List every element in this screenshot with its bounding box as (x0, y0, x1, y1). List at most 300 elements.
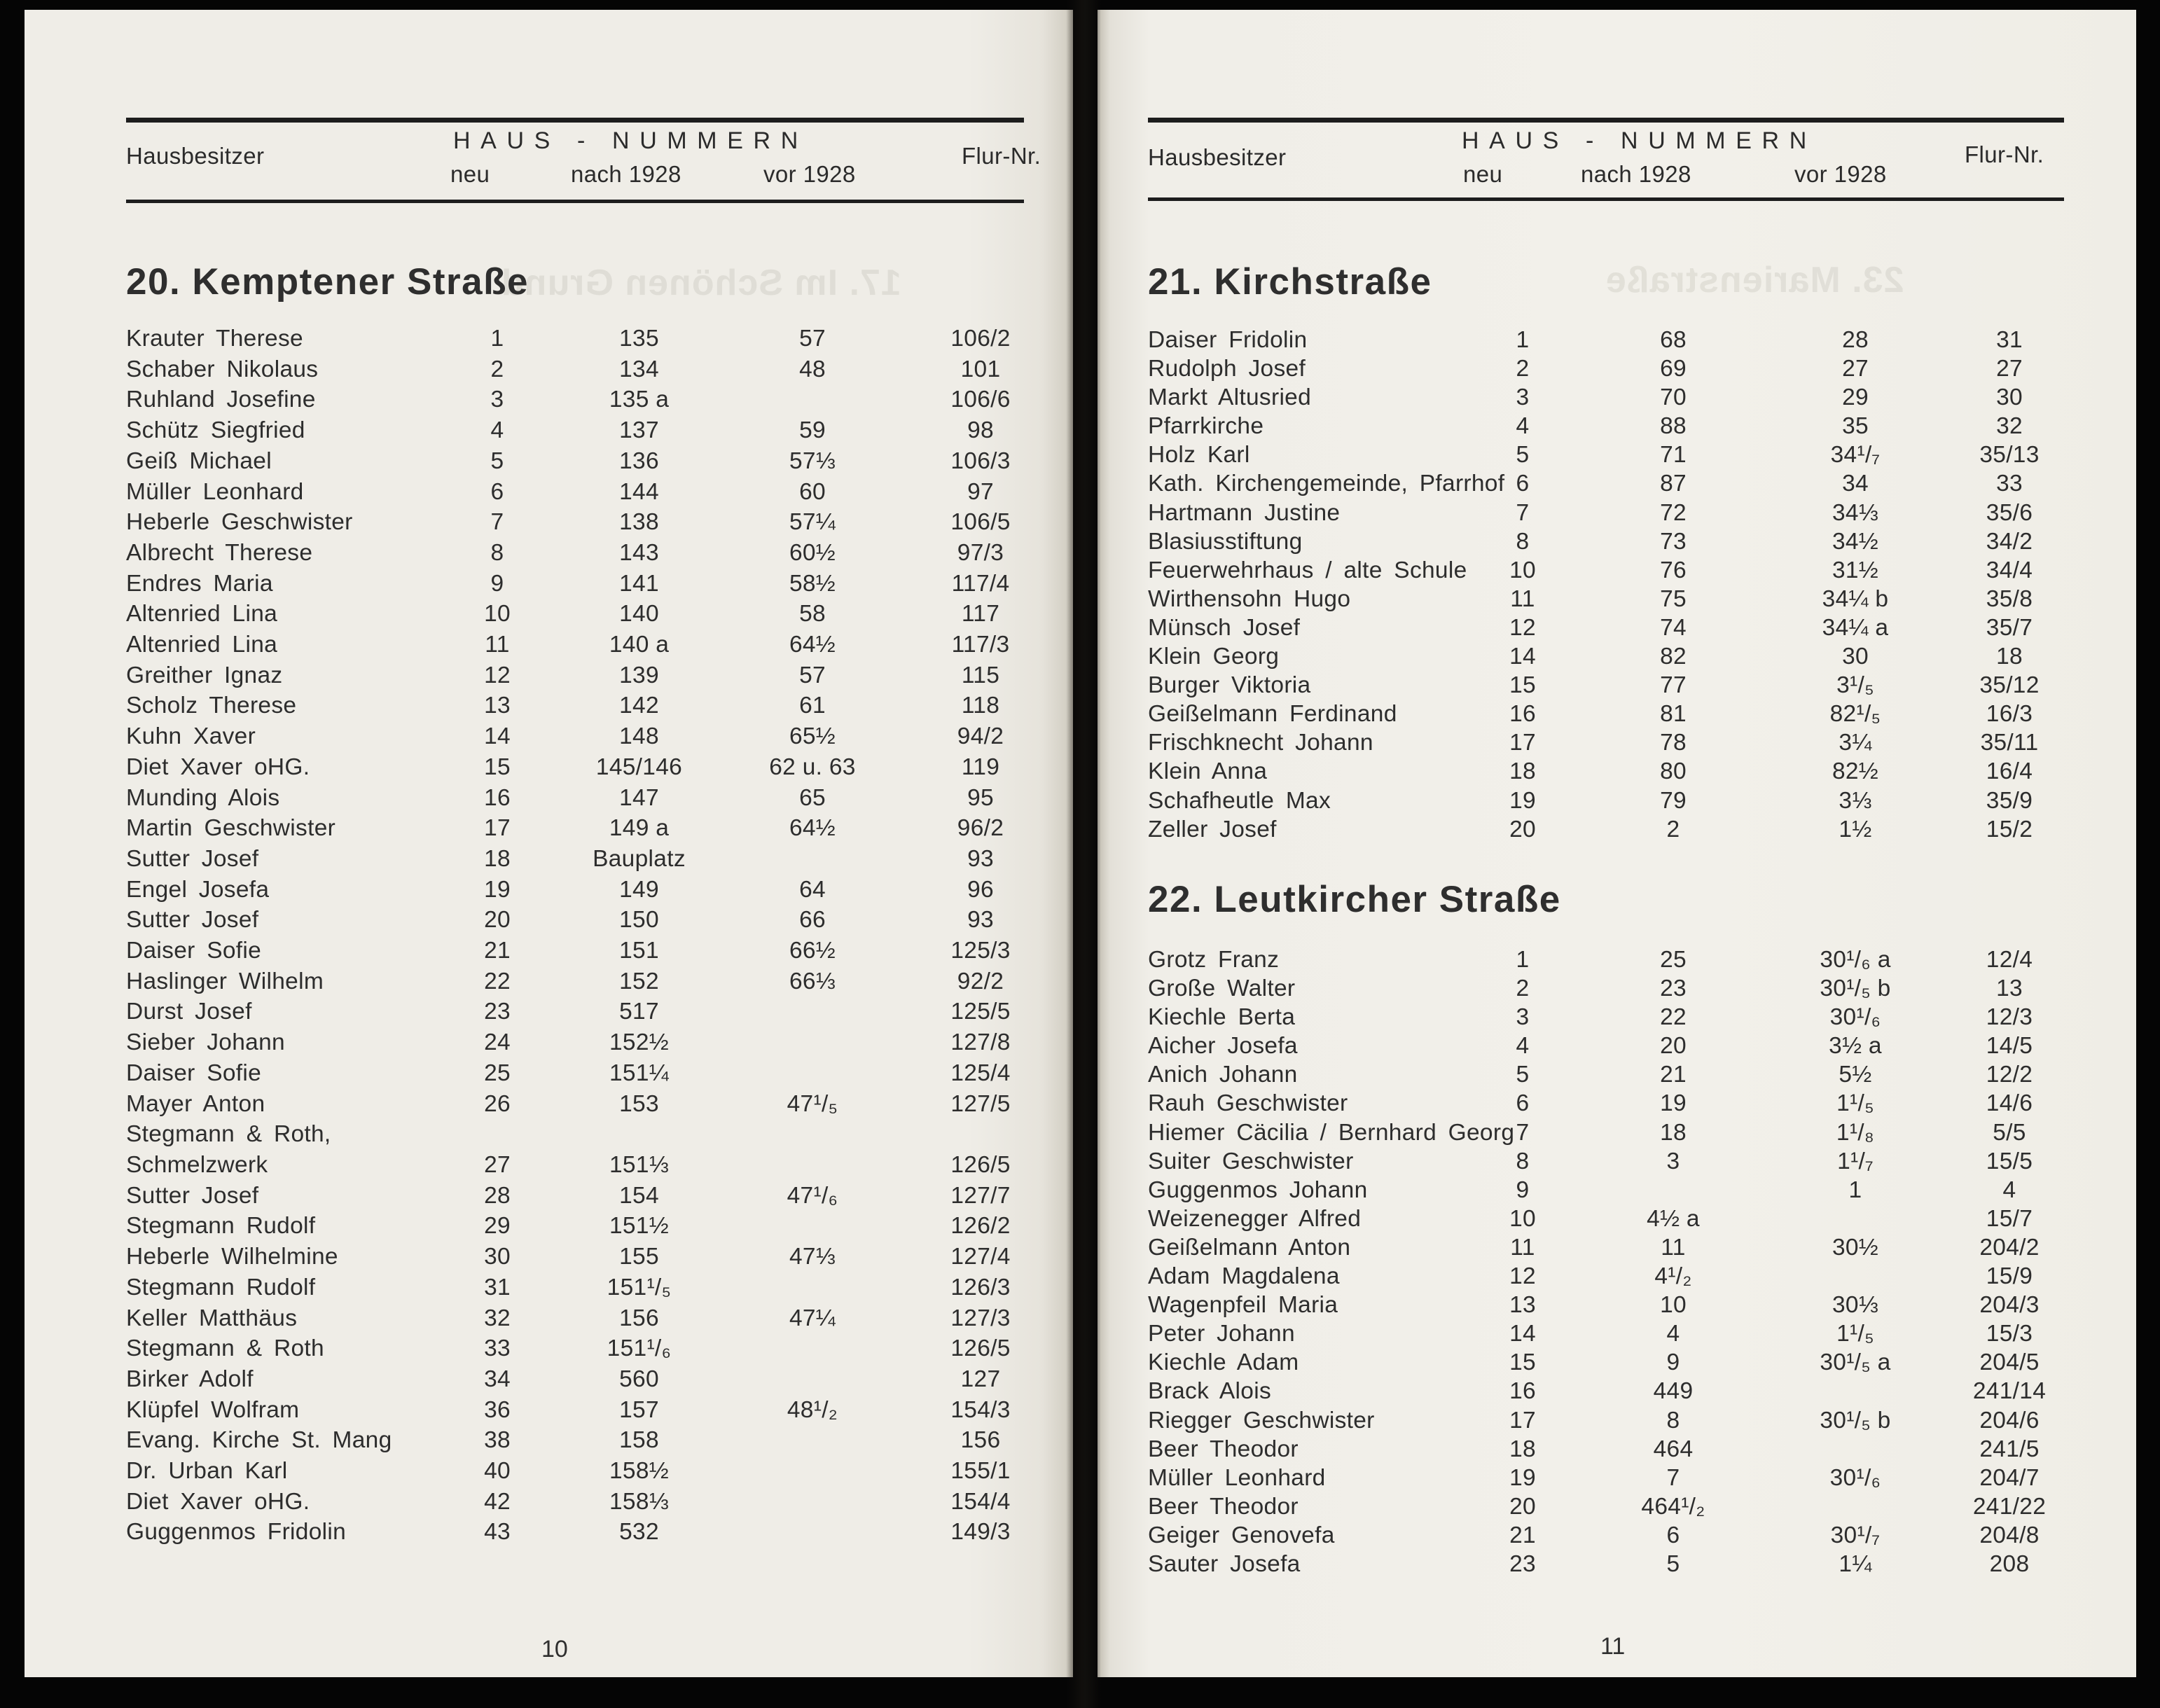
flur-nr: 204/5 (1979, 1349, 2040, 1376)
nr-nach-1928: 4½ a (1647, 1205, 1700, 1232)
table-row (1148, 499, 2069, 527)
nr-neu: 14 (1509, 1321, 1536, 1347)
flur-nr: 35/7 (1986, 614, 2033, 641)
nr-nach-1928: Bauplatz (593, 845, 686, 872)
flur-nr: 32 (1996, 413, 2023, 440)
table-row (1148, 1176, 2069, 1204)
nr-vor-1928: 31½ (1832, 557, 1879, 583)
nr-vor-1928: 64½ (789, 815, 836, 842)
nr-nach-1928: 151¼ (609, 1060, 670, 1086)
owner-name: Heberle Wilhelmine (126, 1244, 338, 1270)
nr-nach-1928: 155 (619, 1244, 659, 1270)
table-row (126, 599, 1054, 630)
flur-nr: 12/3 (1986, 1004, 2033, 1031)
nr-neu: 13 (1509, 1292, 1536, 1319)
nr-neu: 11 (485, 632, 510, 658)
table-row (1148, 1204, 2069, 1233)
table-row (1148, 1060, 2069, 1089)
nr-neu: 22 (484, 968, 511, 994)
nr-nach-1928: 21 (1660, 1062, 1687, 1088)
flur-nr: 12/4 (1986, 947, 2033, 973)
nr-neu: 17 (1509, 730, 1536, 756)
nr-nach-1928: 135 a (609, 387, 670, 413)
nr-vor-1928: 64 (799, 876, 826, 903)
nr-vor-1928: 3¼ (1839, 730, 1872, 756)
flur-nr: 154/3 (950, 1396, 1011, 1423)
owner-name: Wirthensohn Hugo (1148, 585, 1351, 612)
owner-name: Geißelmann Ferdinand (1148, 701, 1397, 728)
nr-neu: 11 (1510, 585, 1535, 612)
table-row (126, 507, 1054, 538)
column-header-flur-nr: Flur-Nr. (962, 143, 1041, 169)
nr-neu: 33 (484, 1335, 511, 1362)
nr-nach-1928: 8 (1666, 1407, 1680, 1433)
nr-nach-1928: 74 (1660, 614, 1687, 641)
table-row (126, 569, 1054, 599)
nr-vor-1928: 62 u. 63 (769, 754, 856, 780)
owner-name: Beer Theodor (1148, 1436, 1299, 1462)
table-row (1148, 1032, 2069, 1060)
owner-name: Mayer Anton (126, 1090, 265, 1117)
table-row (126, 660, 1054, 691)
nr-vor-1928: 34½ (1832, 528, 1879, 555)
nr-nach-1928: 82 (1660, 644, 1687, 670)
flur-nr: 95 (967, 784, 994, 811)
nr-neu: 26 (484, 1090, 511, 1117)
nr-neu: 15 (1509, 1349, 1536, 1376)
nr-nach-1928: 81 (1660, 701, 1687, 728)
flur-nr: 18 (1996, 644, 2023, 670)
flur-nr: 93 (967, 845, 994, 872)
table-row (126, 690, 1054, 721)
nr-vor-1928: 1¹/₅ (1836, 1321, 1874, 1347)
owner-name: Rudolph Josef (1148, 356, 1306, 382)
owner-name: Schütz Siegfried (126, 417, 305, 444)
table-row (126, 813, 1054, 844)
column-header-owner: Hausbesitzer (126, 143, 265, 169)
nr-neu: 20 (1509, 816, 1536, 842)
nr-neu: 8 (1516, 528, 1530, 555)
table-leutkircher-strasse (1148, 945, 2069, 1578)
nr-neu: 40 (484, 1458, 511, 1485)
column-header-neu: neu (450, 161, 490, 187)
owner-name: Guggenmos Fridolin (126, 1519, 347, 1546)
flur-nr: 35/13 (1979, 442, 2040, 468)
flur-nr: 115 (961, 662, 1000, 688)
flur-nr: 34/4 (1986, 557, 2033, 583)
owner-name: Engel Josefa (126, 876, 270, 903)
nr-nach-1928: 141 (619, 570, 659, 597)
nr-vor-1928: 35 (1842, 413, 1869, 440)
nr-nach-1928: 157 (619, 1396, 659, 1423)
flur-nr: 30 (1996, 384, 2023, 411)
nr-neu: 28 (484, 1182, 511, 1209)
nr-nach-1928: 9 (1666, 1349, 1680, 1376)
table-row (1148, 757, 2069, 786)
nr-nach-1928: 77 (1660, 672, 1687, 699)
nr-nach-1928: 152 (619, 968, 659, 994)
section-title-kemptener-strasse: 20. Kemptener Straße (126, 261, 529, 303)
nr-vor-1928: 30¹/₅ b (1820, 1407, 1891, 1433)
flur-nr: 204/7 (1979, 1464, 2040, 1491)
nr-neu: 4 (490, 417, 504, 444)
nr-nach-1928: 151¹/₆ (607, 1335, 672, 1362)
owner-name: Riegger Geschwister (1148, 1407, 1375, 1433)
nr-vor-1928: 66 (799, 907, 826, 933)
table-row (1148, 1262, 2069, 1291)
table-row (1148, 1147, 2069, 1176)
nr-vor-1928: 66⅓ (789, 968, 836, 994)
nr-neu: 29 (484, 1213, 511, 1240)
flur-nr: 127/3 (950, 1305, 1011, 1331)
nr-nach-1928: 3 (1666, 1148, 1680, 1174)
header-rule-bottom (1148, 197, 2064, 201)
table-row (126, 1272, 1054, 1303)
nr-vor-1928: 34⅓ (1832, 499, 1879, 526)
table-row (1148, 671, 2069, 700)
nr-vor-1928: 47⅓ (789, 1244, 836, 1270)
table-row (126, 415, 1054, 446)
flur-nr: 106/2 (950, 326, 1011, 352)
table-row (1148, 469, 2069, 498)
nr-nach-1928: 158½ (609, 1458, 670, 1485)
table-row (126, 936, 1054, 966)
table-row (126, 477, 1054, 508)
nr-nach-1928: 76 (1660, 557, 1687, 583)
flur-nr: 14/5 (1986, 1033, 2033, 1060)
nr-nach-1928: 151 (619, 938, 659, 964)
nr-nach-1928: 22 (1660, 1004, 1687, 1031)
nr-neu: 3 (490, 387, 504, 413)
owner-name: Diet Xaver oHG. (126, 1488, 310, 1515)
owner-name: Albrecht Therese (126, 539, 313, 566)
table-row (1148, 326, 2069, 354)
nr-nach-1928: 73 (1660, 528, 1687, 555)
table-row (1148, 815, 2069, 844)
flur-nr: 117/3 (951, 632, 1010, 658)
nr-nach-1928: 158⅓ (609, 1488, 670, 1515)
nr-neu: 32 (484, 1305, 511, 1331)
table-row (1148, 945, 2069, 974)
owner-name: Ruhland Josefine (126, 387, 316, 413)
nr-nach-1928: 75 (1660, 585, 1687, 612)
flur-nr: 241/5 (1979, 1436, 2040, 1462)
flur-nr: 204/3 (1979, 1292, 2040, 1319)
nr-neu: 7 (490, 509, 504, 536)
flur-nr: 127 (960, 1366, 1001, 1392)
table-row (126, 1333, 1054, 1364)
nr-neu: 6 (1516, 1090, 1530, 1117)
owner-name: Münsch Josef (1148, 614, 1301, 641)
table-row (1148, 440, 2069, 469)
flur-nr: 92/2 (957, 968, 1004, 994)
table-row (1148, 1118, 2069, 1147)
nr-nach-1928: 143 (619, 539, 659, 566)
owner-name: Aicher Josefa (1148, 1033, 1298, 1060)
nr-neu: 19 (1509, 787, 1536, 814)
nr-nach-1928: 10 (1660, 1292, 1687, 1319)
table-row (126, 1089, 1054, 1120)
nr-nach-1928: 532 (619, 1519, 659, 1546)
nr-neu: 10 (1509, 557, 1536, 583)
nr-vor-1928: 34¹/₇ (1830, 442, 1881, 468)
owner-name: Diet Xaver oHG. (126, 754, 310, 780)
nr-neu: 7 (1516, 1119, 1530, 1146)
table-kirchstrasse (1148, 326, 2069, 844)
nr-neu: 13 (484, 693, 511, 719)
nr-neu: 15 (484, 754, 511, 780)
table-row (1148, 1348, 2069, 1377)
table-row (126, 844, 1054, 875)
owner-name: Zeller Josef (1148, 816, 1277, 842)
table-row (126, 1211, 1054, 1242)
owner-name: Kiechle Adam (1148, 1349, 1299, 1376)
nr-neu: 20 (1509, 1493, 1536, 1520)
owner-name: Dr. Urban Karl (126, 1458, 288, 1485)
owner-name: Peter Johann (1148, 1321, 1295, 1347)
flur-nr: 33 (1996, 471, 2023, 497)
table-row (1148, 1406, 2069, 1435)
nr-vor-1928: 30¹/₆ a (1820, 947, 1891, 973)
nr-nach-1928: 149 (619, 876, 659, 903)
flur-nr: 15/2 (1986, 816, 2033, 842)
nr-vor-1928: 34 (1842, 471, 1869, 497)
owner-name: Wagenpfeil Maria (1148, 1292, 1338, 1319)
nr-nach-1928: 79 (1660, 787, 1687, 814)
nr-nach-1928: 149 a (609, 815, 670, 842)
page-number-right: 11 (1600, 1633, 1626, 1660)
book-gutter-shadow (1066, 0, 1101, 1708)
nr-neu: 5 (490, 447, 504, 474)
nr-nach-1928: 87 (1660, 471, 1687, 497)
table-row (126, 324, 1054, 354)
flur-nr: 13 (1996, 975, 2023, 1002)
nr-vor-1928: 30¹/₆ (1829, 1464, 1881, 1491)
nr-nach-1928: 70 (1660, 384, 1687, 411)
column-header-neu: neu (1463, 161, 1503, 187)
nr-nach-1928: 152½ (609, 1029, 670, 1056)
owner-name: Schafheutle Max (1148, 787, 1331, 814)
nr-neu: 38 (484, 1427, 511, 1454)
owner-name: Klein Georg (1148, 644, 1280, 670)
page-right (1098, 10, 2136, 1677)
table-row (1148, 1435, 2069, 1464)
table-row (1148, 728, 2069, 757)
table-row (126, 446, 1054, 477)
nr-neu: 23 (484, 999, 511, 1025)
nr-neu: 30 (484, 1244, 511, 1270)
nr-vor-1928: 1¹/₈ (1836, 1119, 1875, 1146)
flur-nr: 16/4 (1986, 758, 2033, 785)
nr-nach-1928: 25 (1660, 947, 1687, 973)
flur-nr: 27 (1996, 356, 2023, 382)
table-row (126, 966, 1054, 997)
nr-neu: 2 (490, 356, 504, 382)
nr-vor-1928: 30¹/₅ b (1820, 975, 1891, 1002)
table-row (1148, 1089, 2069, 1118)
nr-neu: 8 (1516, 1148, 1530, 1174)
nr-nach-1928: 560 (619, 1366, 659, 1392)
nr-nach-1928: 136 (619, 447, 659, 474)
nr-nach-1928: 464 (1653, 1436, 1694, 1462)
owner-name: Sutter Josef (126, 907, 259, 933)
flur-nr: 154/4 (950, 1488, 1011, 1515)
nr-vor-1928: 57⅓ (789, 447, 836, 474)
nr-nach-1928: 6 (1666, 1522, 1680, 1548)
table-row (1148, 1319, 2069, 1348)
nr-neu: 17 (484, 815, 511, 842)
nr-nach-1928: 7 (1666, 1464, 1680, 1491)
nr-nach-1928: 139 (619, 662, 659, 688)
nr-neu: 4 (1516, 1033, 1530, 1060)
nr-nach-1928: 4 (1666, 1321, 1680, 1347)
nr-nach-1928: 140 (619, 601, 659, 627)
table-row (1148, 1521, 2069, 1550)
nr-vor-1928: 65½ (789, 723, 836, 750)
owner-name: Adam Magdalena (1148, 1263, 1340, 1290)
owner-name: Martin Geschwister (126, 815, 336, 842)
flur-nr: 35/6 (1986, 499, 2033, 526)
column-header-group: HAUS - NUMMERN (453, 127, 808, 154)
nr-neu: 36 (484, 1396, 511, 1423)
nr-neu: 21 (484, 938, 511, 964)
flur-nr: 125/4 (950, 1060, 1011, 1086)
owner-name: Geißelmann Anton (1148, 1234, 1351, 1261)
ghost-text-right: 23. Marienstraße (1605, 260, 1904, 300)
nr-vor-1928: 47¼ (789, 1305, 836, 1331)
flur-nr: 241/14 (1972, 1378, 2047, 1405)
nr-vor-1928: 34¼ b (1822, 585, 1889, 612)
owner-name: Weizenegger Alfred (1148, 1205, 1362, 1232)
owner-name: Anich Johann (1148, 1062, 1298, 1088)
owner-name: Scholz Therese (126, 693, 297, 719)
table-row (1148, 1377, 2069, 1405)
nr-neu: 42 (484, 1488, 511, 1515)
flur-nr: 16/3 (1986, 701, 2033, 728)
nr-vor-1928: 59 (799, 417, 826, 444)
table-row (126, 1487, 1054, 1518)
flur-nr: 106/5 (950, 509, 1011, 536)
table-row (1148, 585, 2069, 613)
table-row (126, 721, 1054, 752)
flur-nr: 15/9 (1986, 1263, 2033, 1290)
flur-nr: 97 (967, 478, 994, 505)
nr-neu: 15 (1509, 672, 1536, 699)
nr-neu: 12 (484, 662, 511, 688)
nr-nach-1928: 137 (619, 417, 659, 444)
flur-nr: 4 (2002, 1176, 2016, 1203)
nr-vor-1928: 30½ (1832, 1234, 1879, 1261)
owner-name: Sutter Josef (126, 845, 259, 872)
nr-vor-1928: 60 (799, 478, 826, 505)
owner-name: Stegmann Rudolf (126, 1213, 316, 1240)
owner-name: Frischknecht Johann (1148, 730, 1373, 756)
nr-neu: 11 (1510, 1234, 1535, 1261)
nr-nach-1928: 517 (619, 999, 659, 1025)
nr-vor-1928: 61 (799, 693, 826, 719)
table-row (126, 1303, 1054, 1334)
nr-neu: 20 (484, 907, 511, 933)
owner-name: Guggenmos Johann (1148, 1176, 1368, 1203)
nr-vor-1928: 48¹/₂ (787, 1396, 838, 1423)
owner-name: Markt Altusried (1148, 384, 1312, 411)
nr-neu: 2 (1516, 975, 1530, 1002)
table-row (1148, 613, 2069, 642)
flur-nr: 117/4 (951, 570, 1010, 597)
flur-nr: 155/1 (950, 1458, 1011, 1485)
nr-vor-1928: 1½ (1839, 816, 1872, 842)
flur-nr: 15/5 (1986, 1148, 2033, 1174)
nr-vor-1928: 58½ (789, 570, 836, 597)
table-row (1148, 1550, 2069, 1578)
flur-nr: 5/5 (1993, 1119, 2026, 1146)
nr-nach-1928: 5 (1666, 1550, 1680, 1577)
nr-vor-1928: 64½ (789, 632, 836, 658)
owner-name: Evang. Kirche St. Mang (126, 1427, 392, 1454)
flur-nr: 127/4 (950, 1244, 1011, 1270)
nr-vor-1928: 3½ a (1829, 1033, 1882, 1060)
nr-neu: 3 (1516, 384, 1530, 411)
table-row (126, 1395, 1054, 1426)
nr-nach-1928: 142 (619, 693, 659, 719)
nr-neu: 14 (1509, 644, 1536, 670)
flur-nr: 14/6 (1986, 1090, 2033, 1117)
header-rule-top (126, 118, 1024, 123)
table-row (1148, 527, 2069, 556)
nr-nach-1928: 158 (619, 1427, 659, 1454)
flur-nr: 204/6 (1979, 1407, 2040, 1433)
nr-vor-1928: 30¹/₅ a (1820, 1349, 1891, 1376)
nr-vor-1928: 27 (1842, 356, 1869, 382)
flur-nr: 35/12 (1979, 672, 2040, 699)
nr-neu: 31 (484, 1274, 511, 1300)
nr-nach-1928: 2 (1666, 816, 1680, 842)
owner-name: Altenried Lina (126, 632, 278, 658)
nr-vor-1928: 1 (1848, 1176, 1862, 1203)
flur-nr: 94/2 (957, 723, 1004, 750)
flur-nr: 241/22 (1972, 1493, 2047, 1520)
nr-nach-1928: 153 (619, 1090, 659, 1117)
flur-nr: 204/2 (1979, 1234, 2040, 1261)
column-header-group: HAUS - NUMMERN (1462, 127, 1817, 154)
table-row (126, 1027, 1054, 1058)
header-rule-bottom (126, 200, 1024, 203)
nr-neu: 18 (1509, 1436, 1536, 1462)
nr-neu: 6 (490, 478, 504, 505)
nr-neu: 10 (484, 601, 511, 627)
flur-nr: 126/5 (950, 1151, 1011, 1178)
nr-nach-1928: 4¹/₂ (1654, 1263, 1692, 1290)
table-row (1148, 1492, 2069, 1521)
table-row (1148, 700, 2069, 728)
owner-name: Durst Josef (126, 999, 252, 1025)
table-row (126, 875, 1054, 905)
nr-nach-1928: 144 (619, 478, 659, 505)
nr-neu: 3 (1516, 1004, 1530, 1031)
nr-neu: 1 (490, 326, 504, 352)
flur-nr: 96/2 (957, 815, 1004, 842)
flur-nr: 93 (967, 907, 994, 933)
nr-vor-1928: 65 (799, 784, 826, 811)
flur-nr: 106/6 (950, 387, 1011, 413)
table-row (126, 630, 1054, 660)
nr-neu: 1 (1516, 947, 1530, 973)
table-row (126, 538, 1054, 569)
nr-neu: 10 (1509, 1205, 1536, 1232)
flur-nr: 35/11 (1980, 730, 2039, 756)
table-row (1148, 642, 2069, 671)
column-header-flur-nr: Flur-Nr. (1965, 141, 2044, 167)
